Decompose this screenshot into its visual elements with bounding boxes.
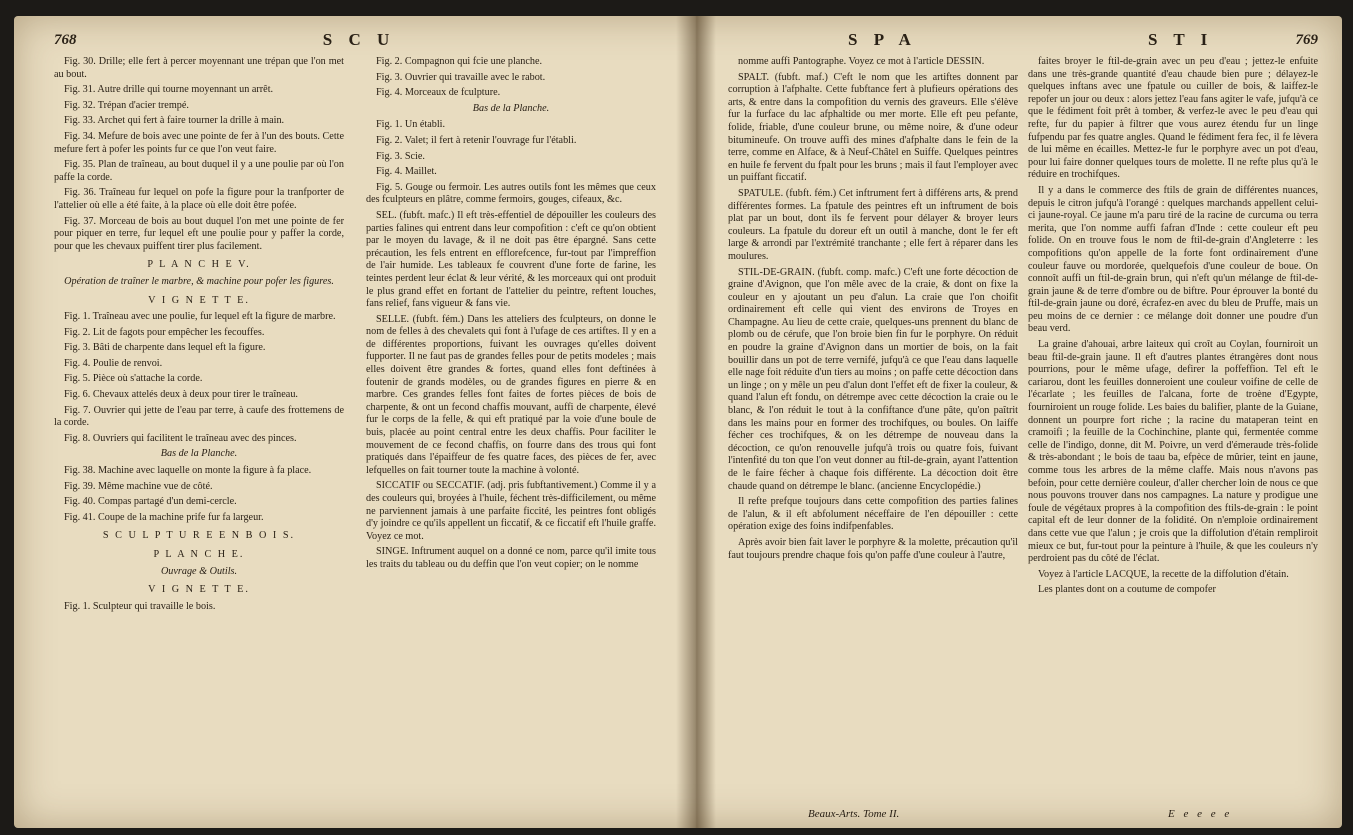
- text-paragraph: Fig. 2. Compagnon qui fcie une planche.: [376, 56, 543, 67]
- text-paragraph: Fig. 5. Pièce où s'attache la corde.: [64, 373, 203, 385]
- text-paragraph: Fig. 3. Scie.: [376, 150, 425, 162]
- left-page-column-2: [366, 56, 656, 826]
- right-page-column-2: [1028, 56, 1318, 804]
- text-paragraph: Fig. 37. Morceau de bois au bout duquel l'on met une pointe de fer pour piquer en terre, fur lequel eft une poulie pour y paffer la corde, pour que les chevaux puiffent tirer plus facilement.: [54, 215, 344, 252]
- text-paragraph: SPALT. (fubft. maf.) C'eft le nom que les artiftes donnent par corruption à l'afphalte. Cette fubftance fert à plufieurs opérations des arts, & entre dans la compofition du vernis des graveurs. Elle s'élève fur la furface du lac afphaltide ou mer morte. Elle eft peu pefante, folide, friable, d'une couleur brune, ou même noire, & d'une odeur bitumineufe. On trouve auffi des mines d'afphalte dans le fein de la terre, comme en Alface, & à Neuf-Châtel en Suiffe. Quelques peintres en huile fe fervent du fpalt pour les bruns ; mais il faut l'employer avec un puiffant ficcatif.: [728, 71, 1018, 184]
- text-paragraph: Fig. 4. Maillet.: [376, 166, 437, 178]
- right-page-column-1: [728, 56, 1018, 804]
- text-paragraph: V I G N E T T E.: [148, 584, 250, 596]
- right-page-header: [728, 26, 1318, 54]
- text-paragraph: Fig. 1. Traîneau avec une poulie, fur lequel eft la figure de marbre.: [64, 311, 336, 323]
- text-paragraph: SELLE. (fubft. fém.) Dans les atteliers des fculpteurs, on donne le nom de felles à des chevalets qui font à l'ufage de ces artiftes. Il y en a de différentes proportions, fuivant les ouvrages qu'elles doivent fupporter. Il ne faut pas de grandes felles pour de petits modeles ; mais elles doivent être grandes & fortes, quand elles font deftinées à foutenir de grands modèles, ou de grandes figures en pierre & en marbre. Ces grandes felles font faites de fortes pièces de bois de charpente, & ont un fecond chaffis mouvant, auffi de charpente, élevé fur le corps de la felle, & qui eft pratiqué par la voie d'une boule de buis, placée au point central entre les deux chaffis. Pour faciliter le mouvement de ce fecond chaffis, on fourre dans des trous qui font pratiqués dans l'épaiffeur de fes quatre faces, des pièces de fer, avec lefquelles on fait tourner toute la machine à volonté.: [366, 313, 656, 476]
- text-paragraph: Fig. 4. Poulie de renvoi.: [64, 357, 163, 369]
- text-paragraph: Fig. 40. Compas partagé d'un demi-cercle.: [64, 496, 237, 508]
- text-paragraph: V I G N E T T E.: [148, 294, 250, 306]
- text-paragraph: Fig. 5. Gouge ou fermoir. Les autres outils font les mêmes que ceux des fculpteurs en plâtre, comme fermoirs, gouges, cifeaux, &c.: [366, 181, 656, 206]
- left-page-header: [54, 26, 664, 54]
- text-paragraph: Il y a dans le commerce des ftils de grain de différentes nuances, depuis le citron jufqu'à l'orangé : quelques marchands appellent celui-ci jaune-royal. Ce jaune m'a paru tiré de la racine de curcuma ou terra merita, que l'on nomme auffi fafran d'Inde : cette couleur eft peu folide. On en trouve fous le nom de ftil-de-grain d'Angleterre : les compofitions qu'on appelle de la forte font ordinairement d'une couleur fauve ou mordorée, quelquefois d'une couleur de boue. On connoît auffi un ftil-de-grain brun, qui n'eft qu'un mélange de ftil-de-grain jaune & de terre d'ombre ou de biftre. Pour éprouver la bonté du ftil-de-grain jaune ou doré, écrafez-en avec du bleu de Pruffe, mais un peu moins de ce dernier : ce mélange doit donner une poudre d'un beau verd.: [1028, 184, 1318, 335]
- text-paragraph: Opération de traîner le marbre, & machine pour pofer les figures.: [64, 275, 334, 287]
- left-page-column-1: [54, 56, 344, 826]
- text-paragraph: Fig. 1. Un établi.: [376, 119, 446, 131]
- text-paragraph: Après avoir bien fait laver le porphyre & la molette, précaution qu'il faut toujours prendre chaque fois qu'on paffe d'une couleur à l'autre,: [728, 536, 1018, 561]
- text-paragraph: Voyez à l'article LACQUE, la recette de la diffolution d'étain.: [1038, 568, 1289, 580]
- text-paragraph: Fig. 39. Même machine vue de côté.: [64, 480, 213, 492]
- text-paragraph: Fig. 35. Plan de traîneau, au bout duquel il y a une poulie par où l'on paffe la corde.: [54, 159, 344, 183]
- text-paragraph: Fig. 8. Ouvriers qui facilitent le traîneau avec des pinces.: [64, 432, 297, 444]
- text-paragraph: Les plantes dont on a coutume de compofer: [1038, 584, 1216, 596]
- text-paragraph: Fig. 30. Drille; elle fert à percer moyennant une trépan que l'on met au bout.: [54, 56, 344, 80]
- text-paragraph: Fig. 33. Archet qui fert à faire tourner la drille à main.: [64, 115, 285, 127]
- text-paragraph: Fig. 7. Ouvrier qui jette de l'eau par terre, à caufe des frottemens de la corde.: [54, 404, 344, 429]
- text-paragraph: Fig. 4. Morceaux de fculpture.: [376, 87, 501, 99]
- book-spread: [14, 16, 1342, 828]
- left-running-title: S C U: [322, 30, 396, 49]
- text-paragraph: Fig. 38. Machine avec laquelle on monte la figure à fa place.: [64, 465, 312, 477]
- left-page: [54, 30, 664, 826]
- text-paragraph: P L A N C H E V.: [147, 259, 251, 271]
- text-paragraph: SICCATIF ou SECCATIF. (adj. pris fubftantivement.) Comme il y a des couleurs qui, broyées à l'huile, féchent très-difficilement, ou même ne parviennent jamais à une parfaite ficcité, les peintres font obligés d'y joindre ce qu'ils appellent un ficcatif, & ce ficcatif eft l'huile graffe. Voyez ce mot.: [366, 480, 656, 542]
- text-paragraph: Fig. 3. Ouvrier qui travaille avec le rabot.: [376, 71, 546, 83]
- right-page: [728, 30, 1318, 826]
- text-paragraph: Fig. 2. Lit de fagots pour empêcher les fecouffes.: [64, 326, 265, 338]
- text-paragraph: SEL. (fubft. mafc.) Il eft très-effentiel de dépouiller les couleurs des parties falines qui entrent dans leur compofition : c'eft ce qu'on obtient par le moyen du lavage, & il ne doit pas être épargné. Sans cette précaution, les fels entrent en efflorefcence, fur-tout par l'impreffion de l'air humide. Les tableaux fe couvrent d'une forte de farine, les teintes perdent leur éclat & leur vérité, & les morceaux qui ont produit le plus grand effet en fortant de l'attelier du peintre, reftent louches, fans relief, fans vigueur & fans vie.: [366, 209, 656, 310]
- footer-signature: E e e e e: [1168, 808, 1233, 820]
- text-paragraph: Fig. 1. Sculpteur qui travaille le bois.: [64, 600, 216, 612]
- text-paragraph: P L A N C H E.: [153, 549, 245, 560]
- text-paragraph: SINGE. Inftrument auquel on a donné ce nom, parce qu'il imite tous les traits du tableau ou du deffin que l'on veut copier; on le nomme: [366, 546, 656, 570]
- text-paragraph: Fig. 31. Autre drille qui tourne moyennant un arrêt.: [64, 84, 274, 96]
- text-paragraph: SPATULE. (fubft. fém.) Cet inftrument fert à différens arts, & prend différentes formes. La fpatule des peintres eft un inftrument de bois plat par un bout, dont ils fe fervent pour délayer & broyer leurs couleurs. La fpatule du doreur eft un outil à manche, dont le fer eft large & arrondi par l'extrémité tranchante ; elle fert à réparer dans les moulures.: [728, 187, 1018, 262]
- text-paragraph: nomme auffi Pantographe. Voyez ce mot à l'article DESSIN.: [738, 56, 985, 67]
- right-page-number: 769: [1295, 32, 1318, 48]
- text-paragraph: S C U L P T U R E E N B O I S.: [102, 530, 296, 542]
- text-paragraph: La graine d'ahouai, arbre laiteux qui croît au Coylan, fourniroit un beau ftil-de-grain jaune. Il eft d'autres plantes étrangères dont nous pourrions, pour le même ufage, defirer la poffeffion. Tel eft le cariarou, dont les feuilles donneroient une couleur voifine de celle de l'écarlate ; les feuilles de l'alcana, forte de troène d'Egypte, fourniroient un rouge folide. Les baies du balifier, plante de la Guiane, donnent un pourpre fort riche ; la racine du mataperan teint en cramoifi ; la feuille de la Cochinchine, plante qui, fermentée comme celle de l'indigo, donne, dit M. Poivre, un verd d'émeraude très-folide & très-abondant ; le bois de taau ba, efpèce de mûrier, teint en jaune, comme tous les arbres de la même claffe. Mais nous n'avons pas befoin, pour cette dernière couleur, d'aller chercher loin de nous ce que nous pouvons trouver dans nos campagnes. La nature y prodigue une foule de végétaux propres à la compofition des ftils-de-grain : le point capital eft de leur donner de la folidité. On n'emploie ordinairement dans cette vue que l'alun ; je crois que la diffolution d'étain rempliroit mieux ce but, fur-tout pour la peinture à l'huile, & que les couleurs n'y perdroient pas du côté de l'éclat.: [1028, 339, 1318, 565]
- footer-title: Beaux-Arts. Tome II.: [808, 808, 900, 820]
- text-paragraph: Fig. 36. Traîneau fur lequel on pofe la figure pour la tranfporter de l'attelier où elle a été faite, à la place où elle doit être pofée.: [54, 187, 344, 211]
- text-paragraph: Fig. 41. Coupe de la machine prife fur fa largeur.: [64, 511, 264, 523]
- text-paragraph: Bas de la Planche.: [472, 102, 550, 114]
- book-gutter: [676, 16, 716, 828]
- text-paragraph: Fig. 34. Mefure de bois avec une pointe de fer à l'un des bouts. Cette mefure fert à pofer les points fur ce que l'on veut faire.: [54, 130, 344, 155]
- text-paragraph: Fig. 6. Chevaux attelés deux à deux pour tirer le traîneau.: [64, 389, 298, 401]
- text-paragraph: STIL-DE-GRAIN. (fubft. comp. mafc.) C'eft une forte décoction de graine d'Avignon, que l'on mêle avec de la craie, & dont on fixe la couleur en y ajoutant un peu d'alun. La craie que l'on choifit ordinairement eft celle qui vient des environs de Troyes en Champagne. Au lieu de cette craie, quelques-uns prennent du blanc de plomb ou de cérufe, que l'on broie bien fin fur le porphyre. On réduit en poudre la graine d'Avignon dans un mortier de bois, on la fait bouillir dans un pot de terre vernifé, jufqu'à ce que l'eau dans laquelle elle nage foit réduite d'un tiers au moins ; on paffe cette décoction dans un linge ; on y mêle un peu d'alun dont l'effet eft de fixer la couleur, & quand l'alun eft fondu, on détrempe avec cette décoction la craie ou le blanc, & l'on réduit le tout à la confiftance d'une pâte, qu'on paîtrit dans les mains pour en former des trochifques, ou boules. On laiffe fécher ces trochifques, & on les détrempe de nouveau dans la décoction, ce qu'on renouvelle jufqu'à trois ou quatre fois, fuivant l'intenfité du ton que l'on veut donner au ftil-de-grain, ayant l'attention de le faire fécher à chaque fois différente. La décoction doit être chaude quand on détrempe le blanc. (ancienne Encyclopédie.): [728, 266, 1018, 492]
- text-paragraph: Fig. 3. Bâti de charpente dans lequel eft la figure.: [64, 342, 266, 354]
- left-page-number: 768: [54, 32, 77, 48]
- right-running-title-left: S P A: [848, 30, 917, 49]
- text-paragraph: Fig. 2. Valet; il fert à retenir l'ouvrage fur l'établi.: [376, 134, 577, 146]
- right-running-title-right: S T I: [1148, 30, 1214, 49]
- text-paragraph: faites broyer le ftil-de-grain avec un peu d'eau ; jettez-le enfuite dans une très-grande quantité d'eau chaude bien pure ; délayez-le quelques inftans avec une fpatule ou cuiller de bois, & laiffez-le repofer un jour ou deux : alors jettez l'eau fans agiter le vafe, jufqu'à ce que le fédiment foit prêt à tomber, & verfez-le avec le peu d'eau qui refte, fur du papier à filtrer que vous aurez étendu fur un linge fufpendu par fes quatre angles. Quand le fédiment fera fec, il fe lèvera de lui même en écailles. Mettez-le fur le porphyre avec un pot d'eau, pour lui faire donner quelques tours de molette. Il ne refte plus qu'à le réduire en trochifques.: [1028, 56, 1318, 181]
- text-paragraph: Fig. 32. Trépan d'acier trempé.: [64, 99, 189, 111]
- text-paragraph: Ouvrage & Outils.: [160, 565, 238, 577]
- text-paragraph: Il refte prefque toujours dans cette compofition des parties falines de l'alun, & il eft abfolument néceffaire de l'en dépouiller : cette opération exige des foins indifpenfables.: [728, 496, 1018, 533]
- text-paragraph: Bas de la Planche.: [160, 448, 238, 460]
